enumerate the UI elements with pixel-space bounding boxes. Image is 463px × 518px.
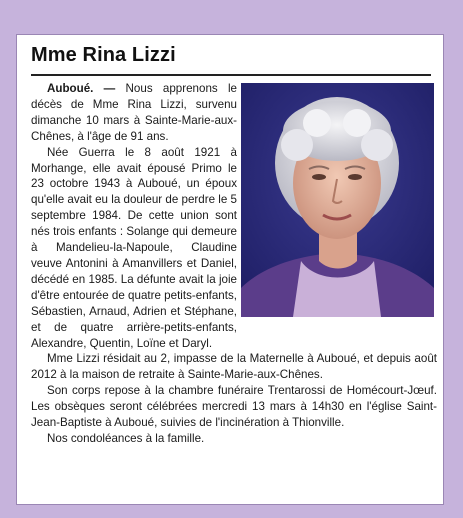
article-body <box>31 81 437 447</box>
obituary-panel <box>16 34 444 505</box>
paragraph-4: Son corps repose à la chambre funéraire Trentarossi de Homécourt-Jœuf. Les obsèques seront célébrées mercredi 13 mars à 14h30 en l'église Saint-Jean-Baptiste à Auboué, suivies de l'incinération à Thionville. <box>31 384 437 430</box>
dateline: Auboué. — <box>47 82 116 95</box>
paragraph-5: Nos condoléances à la famille. <box>47 431 205 445</box>
title-divider <box>31 74 431 76</box>
paragraph-1-text: Nous apprenons le décès de Mme Rina Lizzi, survenu dimanche 10 mars à Sainte-Marie-aux-Chênes, à l'âge de 91 ans. <box>31 82 237 143</box>
paragraph-3: Mme Lizzi résidait au 2, impasse de la Maternelle à Auboué, et depuis août 2012 à la maison de retraite à Sainte-Marie-aux-Chênes. <box>31 352 437 382</box>
paragraph-2: Née Guerra le 8 août 1921 à Morhange, elle avait épousé Primo le 23 octobre 1943 à Auboué, un époux qu'elle avait eu la douleur de perdre le 5 septembre 1984. De cette union sont nés trois enfants : Solange qui demeure à Mandelieu-la-Napoule, Claudine veuve Antonini à Amanvillers et Daniel, décédé en 1985. La défunte avait la joie d'être entourée de quatre petits-enfants, Sébastien, Arnaud, Adrien et Stéphane, et de quatre arrière-petits-enfants, Alexandre, Quentin, Loïne et Daryl. <box>31 145 237 350</box>
photo-spacer <box>237 81 437 321</box>
article-title: Mme Rina Lizzi <box>31 44 176 66</box>
